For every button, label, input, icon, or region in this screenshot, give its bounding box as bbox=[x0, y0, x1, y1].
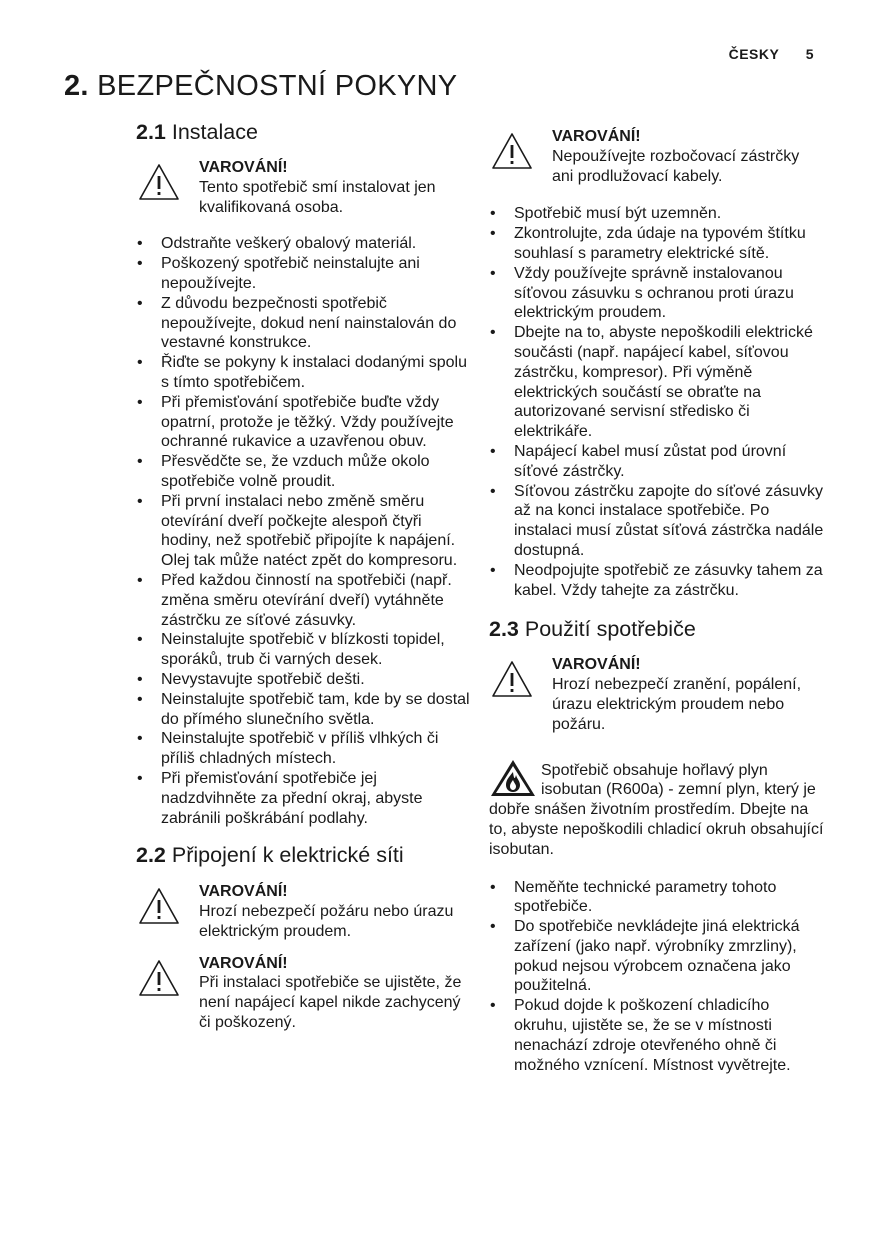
list-item: • Řiďte se pokyny k instalaci dodanými spolu s tímto spotřebičem. bbox=[136, 353, 471, 393]
warning-text: Při instalaci spotřebiče se ujistěte, že není napájecí kapel nikde zachycený či poškozený. bbox=[199, 974, 462, 1032]
section-2-2-heading: 2.2 Připojení k elektrické síti bbox=[136, 843, 404, 868]
warning-fire-shock bbox=[136, 882, 471, 941]
list-item: • Z důvodu bezpečnosti spotřebič nepoužívejte, dokud není nainstalován do vestavné konstrukce. bbox=[136, 294, 471, 353]
list-item: • Do spotřebiče nevkládejte jiná elektrická zařízení (jako např. výrobníky zmrzliny), pokud nejsou výrobcem označena jako použitelná. bbox=[489, 917, 824, 996]
list-item: • Před každou činností na spotřebiči (např. změna směru otevírání dveří) vytáhněte zástrčku ze síťové zásuvky. bbox=[136, 571, 471, 630]
warning-triangle-icon bbox=[138, 163, 180, 201]
list-item: • Neměňte technické parametry tohoto spotřebiče. bbox=[489, 878, 824, 918]
warning-use bbox=[489, 655, 824, 734]
section-2-3-heading: 2.3 Použití spotřebiče bbox=[489, 617, 696, 642]
list-item: • Pokud dojde k poškození chladicího okruhu, ujistěte se, že se v místnosti nenachází zdroje otevřeného ohně či možného vznícení. Místnost vyvětrejte. bbox=[489, 996, 824, 1075]
installation-list bbox=[136, 234, 471, 828]
list-item: • Poškozený spotřebič neinstalujte ani nepoužívejte. bbox=[136, 254, 471, 294]
right-column bbox=[489, 127, 824, 1075]
warning-installation bbox=[136, 158, 471, 217]
warning-triangle-icon bbox=[138, 887, 180, 925]
warning-cable bbox=[136, 954, 471, 1033]
list-item: • Vždy používejte správně instalovanou síťovou zásuvku s ochranou proti úrazu elektrickým proudem. bbox=[489, 264, 824, 323]
flammable-icon bbox=[489, 758, 537, 798]
list-item: • Při první instalaci nebo změně směru otevírání dveří počkejte alespoň čtyři hodiny, než spotřebič připojíte k napájení. Olej tak může natéct zpět do kompresoru. bbox=[136, 492, 471, 571]
list-item: • Spotřebič musí být uzemněn. bbox=[489, 204, 824, 224]
warning-title: VAROVÁNÍ! bbox=[552, 656, 641, 674]
list-item: • Zkontrolujte, zda údaje na typovém štítku souhlasí s parametry elektrické sítě. bbox=[489, 224, 824, 264]
usage-list bbox=[489, 878, 824, 1076]
warning-title: VAROVÁNÍ! bbox=[552, 128, 641, 145]
page-header bbox=[729, 46, 814, 62]
list-item: • Napájecí kabel musí zůstat pod úrovní síťové zástrčky. bbox=[489, 442, 824, 482]
section-2-1-heading: 2.1 Instalace bbox=[136, 120, 258, 144]
chapter-number: 2. bbox=[64, 70, 89, 102]
flammable-text: Spotřebič obsahuje hořlavý plyn isobutan (R600a) - zemní plyn, který je dobře snášen životním prostředím. Dbejte na to, abyste nepoškodili chladicí okruh obsahující isobutan. bbox=[489, 761, 824, 858]
warning-triangle-icon bbox=[491, 660, 533, 698]
list-item: • Neodpojujte spotřebič ze zásuvky tahem za kabel. Vždy tahejte za zástrčku. bbox=[489, 561, 824, 601]
warning-text: Nepoužívejte rozbočovací zástrčky ani prodlužovací kabely. bbox=[552, 147, 800, 185]
list-item: • Při přemisťování spotřebiče jej nadzdvihněte za přední okraj, abyste zabránili poškrábání podlahy. bbox=[136, 769, 471, 828]
warning-title: VAROVÁNÍ! bbox=[199, 883, 288, 901]
header-language: ČESKY bbox=[728, 46, 780, 62]
list-item: • Přesvědčte se, že vzduch může okolo spotřebiče volně proudit. bbox=[136, 452, 471, 492]
left-column bbox=[136, 119, 471, 1033]
page-number: 5 bbox=[805, 46, 814, 62]
list-item: • Neinstalujte spotřebič tam, kde by se dostal do přímého slunečního světla. bbox=[136, 690, 471, 730]
list-item: • Neinstalujte spotřebič v blízkosti topidel, sporáků, trub či varných desek. bbox=[136, 630, 471, 670]
warning-title: VAROVÁNÍ! bbox=[199, 159, 288, 176]
chapter-title-text: BEZPEČNOSTNÍ POKYNY bbox=[97, 70, 458, 102]
list-item: • Neinstalujte spotřebič v příliš vlhkých či příliš chladných místech. bbox=[136, 729, 471, 769]
warning-triangle-icon bbox=[138, 959, 180, 997]
warning-text: Tento spotřebič smí instalovat jen kvalifikovaná osoba. bbox=[199, 178, 436, 216]
list-item: • Odstraňte veškerý obalový materiál. bbox=[136, 234, 471, 254]
list-item: • Nevystavujte spotřebič dešti. bbox=[136, 670, 471, 690]
flammable-gas-note bbox=[489, 761, 824, 860]
warning-triangle-icon bbox=[491, 132, 533, 170]
warning-title: VAROVÁNÍ! bbox=[199, 954, 288, 972]
chapter-title bbox=[64, 70, 457, 103]
warning-adapters bbox=[489, 127, 824, 186]
warning-text: Hrozí nebezpečí zranění, popálení, úrazu elektrickým proudem nebo požáru. bbox=[552, 676, 802, 733]
list-item: • Dbejte na to, abyste nepoškodili elektrické součásti (např. napájecí kabel, síťovou zástrčku, kompresor). Při výměně elektrických součástí se obraťte na autorizované servisní středisko či elektrikáře. bbox=[489, 323, 824, 442]
warning-text: Hrozí nebezpečí požáru nebo úrazu elektrickým proudem. bbox=[199, 903, 454, 940]
list-item: • Při přemisťování spotřebiče buďte vždy opatrní, protože je těžký. Vždy používejte ochranné rukavice a uzavřenou obuv. bbox=[136, 393, 471, 452]
electrical-list bbox=[489, 204, 824, 600]
list-item: • Síťovou zástrčku zapojte do síťové zásuvky až na konci instalace spotřebiče. Po instalaci musí zůstat síťová zástrčka nadále dostupná. bbox=[489, 482, 824, 561]
